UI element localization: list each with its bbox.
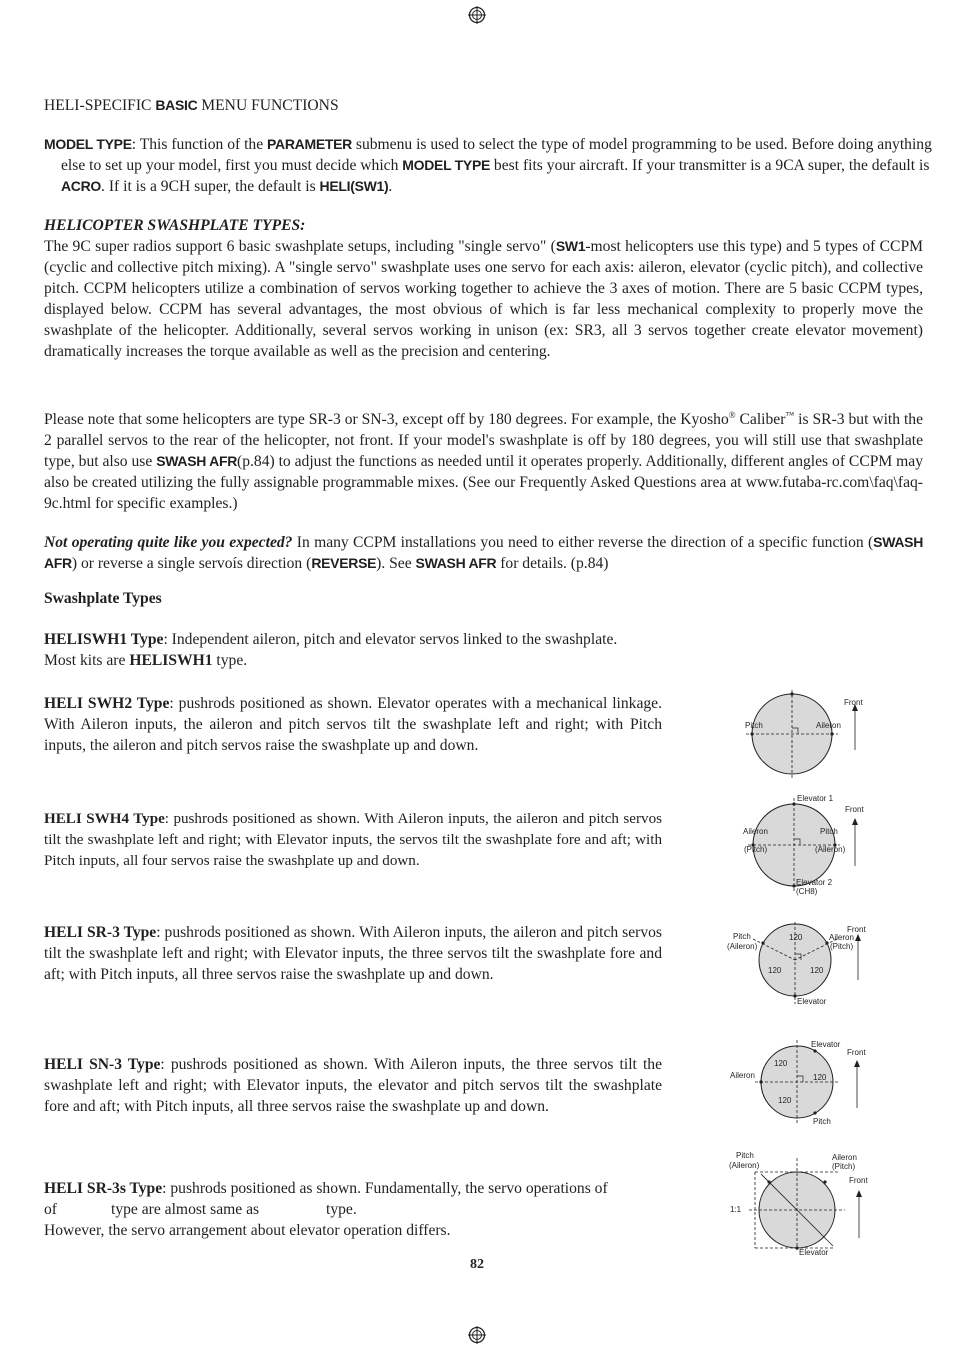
sr3s-pitch-label: Pitch: [736, 1151, 754, 1160]
swh2-pitch-label: Pitch: [745, 721, 763, 730]
swh4-pitch-paren-label: (Pitch): [744, 845, 768, 854]
sn3-angle-right: 120: [813, 1073, 827, 1082]
swh4-ch8-label: (CH8): [796, 887, 818, 896]
diagram-swh4: [730, 790, 880, 905]
sr3-angle-top: 120: [789, 933, 803, 942]
sr3s-front-label: Front: [849, 1176, 868, 1185]
diagram-sr3s: [725, 1148, 875, 1263]
swh2-aileron-label: Aileron: [816, 721, 841, 730]
type-heli-swh4: HELI SWH4 Type: pushrods positioned as shown. With Aileron inputs, the aileron and pitch servos tilt the swashplate left and right; with Elevator inputs, the servos tilt the swashplate fore and aft; with Pitch inputs, all four servos raise the swashplate up and down.: [44, 811, 662, 869]
sr3-front-label: Front: [847, 925, 866, 934]
sr3-aileron-paren-label: (Aileron): [727, 942, 758, 951]
sr3s-aileron-label: Aileron: [832, 1153, 857, 1162]
sr3-angle-left: 120: [768, 966, 782, 975]
sn3-aileron-label: Aileron: [730, 1071, 755, 1080]
sn3-angle-left: 120: [774, 1059, 788, 1068]
swh4-aileron-paren-label: (Aileron): [815, 845, 846, 854]
sr3-angle-right: 120: [810, 966, 824, 975]
type-heli-sr3: HELI SR-3 Type: pushrods positioned as shown. With Aileron inputs, the aileron and pitch servos tilt the swashplate left and right; with Elevator inputs, the three servos tilt the swashplate fore and aft; with Pitch inputs, all three servos raise the swashplate up and down.: [44, 924, 662, 983]
registration-mark-bottom-icon: [468, 1326, 486, 1344]
diagram-sr3: [725, 920, 875, 1020]
sr3s-pitch-paren-label: (Pitch): [832, 1162, 856, 1171]
note-paragraph: Please note that some helicopters are type SR-3 or SN-3, except off by 180 degrees. For example, the Kyosho® Caliber™ is SR-3 but with the 2 parallel servos to the rear of the helicopter, not front. If your model's swashplate is off by 180 degrees, you will still use that swashplate type, but also use SWASH AFR(p.84) to adjust the functions as needed until it operates properly. Additionally, different angles of CCPM may also be created utilizing the fully assignable programmable mixes. (See our Frequently Asked Questions area at www.futaba-rc.com\faq\faq-9c.html for specific examples.): [44, 410, 924, 513]
swh4-front-label: Front: [845, 805, 864, 814]
sn3-front-label: Front: [847, 1048, 866, 1057]
sn3-elevator-label: Elevator: [811, 1040, 841, 1049]
registration-mark-top-icon: [468, 6, 486, 24]
swh4-pitch-label: Pitch: [820, 827, 838, 836]
page-number: 82: [470, 1257, 484, 1272]
sr3-pitch-paren-label: (Pitch): [830, 942, 854, 951]
section-title: HELI-SPECIFIC BASIC MENU FUNCTIONS: [44, 97, 339, 114]
sr3s-ratio-label: 1:1: [730, 1205, 742, 1214]
swh4-aileron-label: Aileron: [743, 827, 768, 836]
sr3s-line2-of: of: [44, 1201, 57, 1218]
type-heli-swh2: HELI SWH2 Type: pushrods positioned as shown. Elevator operates with a mechanical linkage. With Aileron inputs, the aileron and pitch servos tilt the swashplate left and right; with Pitch inputs, the aileron and pitch servos raise the swashplate up and down.: [44, 695, 663, 754]
type-heli-sn3: HELI SN-3 Type: pushrods positioned as shown. With Aileron inputs, the three servos tilt the swashplate left and right; with Elevator inputs, the elevator and pitch servos tilt the swashplate fore and aft; with Pitch inputs, all three servos raise the swashplate up and down.: [44, 1056, 662, 1115]
sr3-aileron-label: Aileron: [829, 933, 854, 942]
sr3s-aileron-paren-label: (Aileron): [729, 1161, 760, 1170]
model-type-paragraph: MODEL TYPE: This function of the PARAMETER submenu is used to select the type of model programming to be used. Before doing anything else to set up your model, first you must decide which MODEL TYPE best fits your aircraft. If your transmitter is a 9CA super, the default is ACRO. If it is a 9CH super, the default is HELI(SW1).: [44, 136, 932, 195]
sn3-pitch-label: Pitch: [813, 1117, 831, 1126]
swh4-elevator2-label: Elevator 2: [796, 878, 833, 887]
type-heli-sr3s: HELI SR-3s Type: pushrods positioned as shown. Fundamentally, the servo operations of of type are almost same as type. However, the servo arrangement about elevator operation differs.: [44, 1180, 608, 1239]
swh4-elevator1-label: Elevator 1: [797, 794, 834, 803]
sr3-elevator-label: Elevator: [797, 997, 827, 1006]
swashplate-types-subheading: Swashplate Types: [44, 590, 162, 607]
type-heliswh1: HELISWH1 Type: Independent aileron, pitch and elevator servos linked to the swashplate. Most kits are HELISWH1 type.: [44, 631, 618, 669]
sn3-angle-bottom: 120: [778, 1096, 792, 1105]
diagram-swh2: [730, 690, 880, 785]
diagram-sn3: [725, 1038, 875, 1138]
sr3-pitch-label: Pitch: [733, 932, 751, 941]
not-operating-paragraph: Not operating quite like you expected? In many CCPM installations you need to either reverse the direction of a specific function (SWASH AFR) or reverse a single servoís direction (REVERSE). See SWASH AFR for details. (p.84): [44, 534, 924, 572]
swashplate-types-heading: HELICOPTER SWASHPLATE TYPES:: [44, 217, 306, 234]
swashplate-intro-paragraph: The 9C super radios support 6 basic swashplate setups, including "single servo" (SW1-most helicopters use this type) and 5 types of CCPM (cyclic and collective pitch mixing). A "single servo" swashplate uses one servo for each axis: aileron, elevator (cyclic pitch), and collective pitch. CCPM helicopters utilize a combination of servos working together to achieve the 3 axes of motion. There are 5 basic CCPM types, displayed below. CCPM has several advantages, the most obvious of which is far less mechanical complexity to properly move the swashplate of the helicopter. Additionally, several servos working in unison (ex: SR3, all 3 servos together create elevator movement) dramatically increases the torque available as well as the precision and centering.: [44, 238, 923, 360]
swh2-front-label: Front: [844, 698, 863, 707]
sr3s-elevator-label: Elevator: [799, 1248, 829, 1257]
